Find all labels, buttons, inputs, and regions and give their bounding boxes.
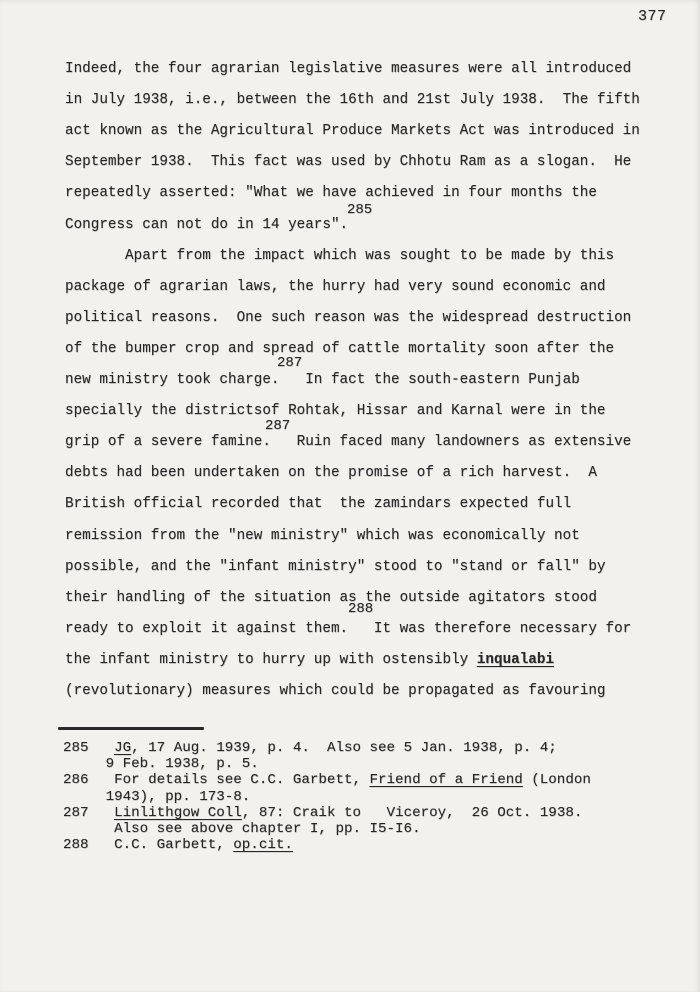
text-run: (revolutionary) measures which could be propagated as favouring [65,683,606,699]
text-run: 287 [63,804,115,821]
underlined-text: JG [114,740,132,756]
body-line [65,278,606,296]
body-line [65,340,614,358]
body-line [65,153,631,171]
text-run: act known as the Agricultural Produce Markets Act was introduced in [65,123,640,140]
underlined-text: Friend of a Friend [369,772,523,789]
text-run: repeatedly asserted: "What we have achieved in four months the [65,185,597,202]
text-run: , 17 Aug. 1939, p. 4. Also see 5 Jan. 1938, p. 4; [131,740,557,756]
text-run: in July 1938, i.e., between the 16th and 21st July 1938. The fifth [65,92,640,109]
footnote-line [63,837,293,853]
underlined-text: op.cit. [233,837,293,854]
text-run: 9 Feb. 1938, p. 5. [63,756,259,773]
text-run: of the bumper crop and spread of cattle mortality soon after the [65,340,615,357]
text-run: Also see above chapter I, pp. I5-I6. [63,821,421,837]
text-run: possible, and the "infant ministry" stood to "stand or fall" by [65,558,606,575]
body-line [65,371,580,389]
text-run: political reasons. One such reason was the widespread destruction [65,309,632,326]
text-run: debts had been undertaken on the promise of a rich harvest. A [65,465,597,482]
footnote-line [63,789,250,805]
text-run: the infant ministry to hurry up with ostensibly [65,651,477,668]
text-run: package of agrarian laws, the hurry had very sound economic and [65,278,606,295]
body-line [65,91,640,109]
body-line [65,620,631,638]
underlined-text: inqualabi [476,651,555,668]
footnote-marker: 285 [347,202,373,218]
body-line [65,216,348,234]
body-line [65,309,631,327]
text-run: their handling of the situation as the outside agitators stood [65,589,597,606]
text-run: new ministry took charge. In fact the south-eastern Punjab [65,372,580,388]
underlined-text: Linlithgow Coll [114,804,242,821]
footnote-separator [58,727,204,730]
text-run: September 1938. This fact was used by Chhotu Ram as a slogan. He [65,154,632,171]
body-line [65,247,614,265]
body-line [65,558,606,576]
body-line [65,651,554,669]
footnote-line [63,740,557,756]
body-line [65,402,606,420]
body-line [65,184,597,202]
text-run: Indeed, the four agrarian legislative measures were all introduced [65,61,632,77]
text-run: Congress can not do in 14 years". [65,216,349,233]
text-run: , 87: Craik to Viceroy, 26 Oct. 1938. [241,804,583,821]
footnote-marker: 287 [265,418,291,434]
text-run: (London [522,772,591,789]
text-run: remission from the "new ministry" which was economically not [65,527,580,544]
footnote-line [63,772,591,788]
footnote-line [63,821,421,837]
footnote-marker: 288 [348,601,374,617]
body-line [65,433,631,451]
footnote-marker: 287 [277,355,303,371]
text-run: 286 For details see C.C. Garbett, [63,772,370,789]
footnote-line [63,756,259,772]
page-number: 377 [638,8,667,25]
body-line [65,122,640,140]
text-run: Apart from the impact which was sought to be made by this [65,247,615,264]
footnote-line [63,805,582,821]
text-run: specially the districtsof Rohtak, Hissar and Karnal were in the [65,403,606,420]
text-run: British official recorded that the zamindars expected full [65,496,572,513]
body-line [65,527,580,545]
body-line [65,464,597,482]
body-line [65,589,597,607]
text-run: 1943), pp. 173-8. [63,788,251,805]
text-run: ready to exploit it against them. It was therefore necessary for [65,620,632,637]
body-line [65,60,631,78]
body-line [65,682,606,700]
text-run: grip of a severe famine. Ruin faced many landowners as extensive [65,434,632,451]
body-line [65,495,571,513]
text-run: 288 C.C. Garbett, [63,837,234,854]
text-run: 285 [63,740,115,756]
